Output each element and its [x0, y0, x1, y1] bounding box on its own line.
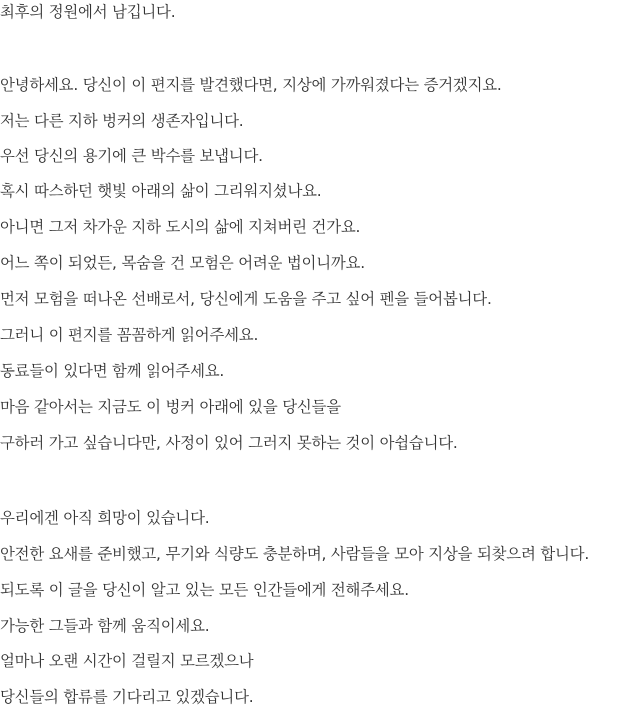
- letter-line: 그러니 이 편지를 꼼꼼하게 읽어주세요.: [0, 326, 259, 344]
- letter-line: 안녕하세요. 당신이 이 편지를 발견했다면, 지상에 가까워졌다는 증거겠지요.: [0, 76, 502, 94]
- letter-line: 먼저 모험을 떠나온 선배로서, 당신에게 도움을 주고 싶어 펜을 들어봅니다.: [0, 290, 492, 308]
- letter-line: 아니면 그저 차가운 지하 도시의 삶에 지쳐버린 건가요.: [0, 218, 361, 236]
- letter-line: 마음 같아서는 지금도 이 벙커 아래에 있을 당신들을: [0, 398, 341, 416]
- letter-line: 우선 당신의 용기에 큰 박수를 보냅니다.: [0, 147, 263, 165]
- letter-line: 당신들의 합류를 기다리고 있겠습니다.: [0, 688, 254, 706]
- letter-line: 저는 다른 지하 벙커의 생존자입니다.: [0, 112, 244, 130]
- letter-line: 얼마나 오랜 시간이 걸릴지 모르겠으나: [0, 652, 254, 670]
- letter-line: 우리에겐 아직 희망이 있습니다.: [0, 509, 210, 527]
- letter-line: 동료들이 있다면 함께 읽어주세요.: [0, 362, 225, 380]
- letter-line: 혹시 따스하던 햇빛 아래의 삶이 그리워지셨나요.: [0, 182, 322, 200]
- letter-line: 안전한 요새를 준비했고, 무기와 식량도 충분하며, 사람들을 모아 지상을 되찾으려 합니다.: [0, 545, 590, 563]
- letter-line: 가능한 그들과 함께 움직이세요.: [0, 617, 210, 635]
- letter-line: 되도록 이 글을 당신이 알고 있는 모든 인간들에게 전해주세요.: [0, 581, 409, 599]
- letter-line: 어느 쪽이 되었든, 목숨을 건 모험은 어려운 법이니까요.: [0, 254, 365, 272]
- letter-line: 구하러 가고 싶습니다만, 사정이 있어 그러지 못하는 것이 아쉽습니다.: [0, 434, 458, 452]
- letter-line: 최후의 정원에서 남깁니다.: [0, 3, 176, 21]
